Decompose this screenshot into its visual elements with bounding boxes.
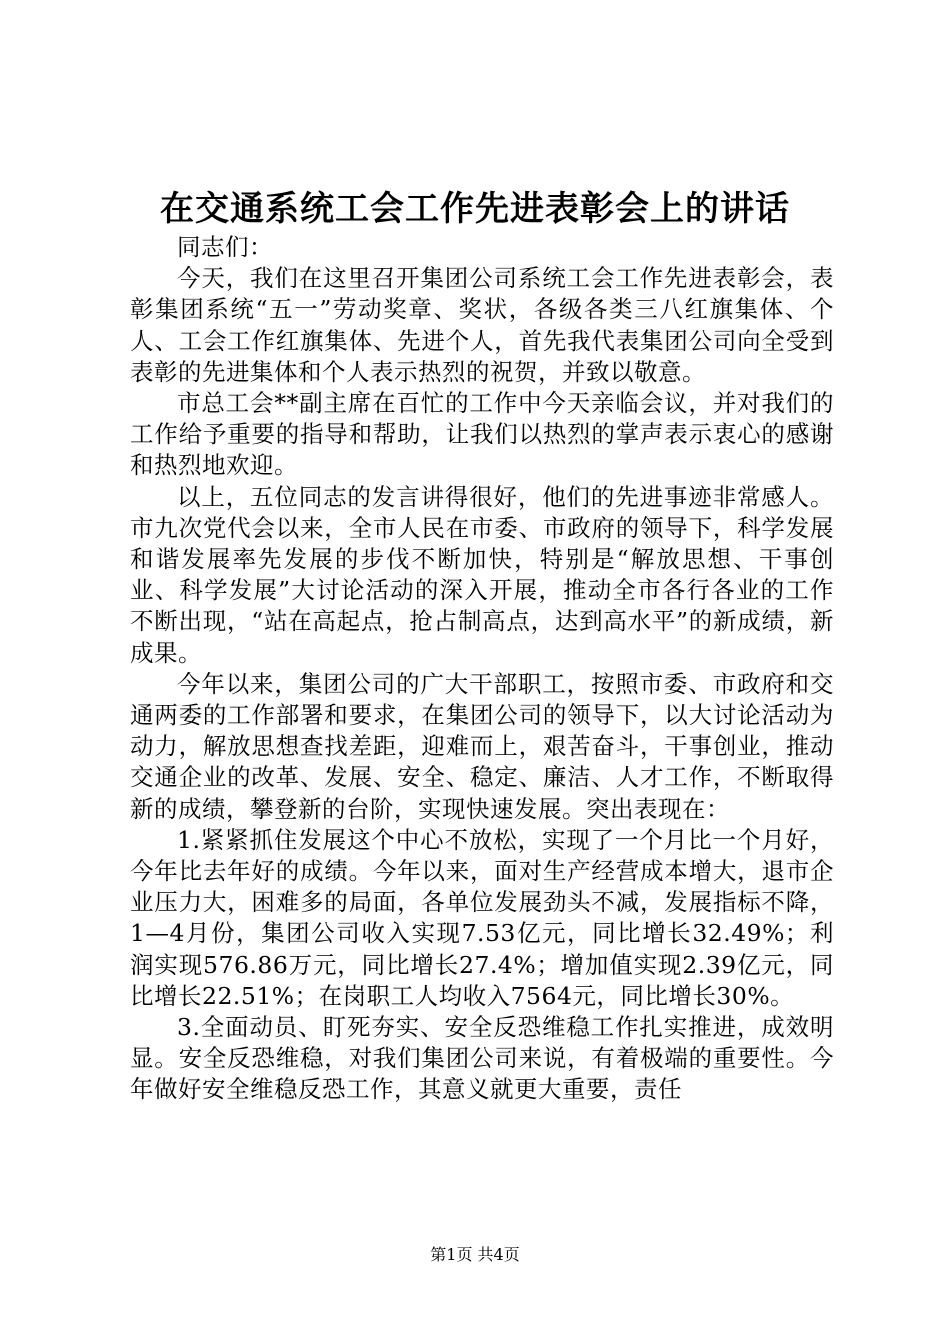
document-title: 在交通系统工会工作先进表彰会上的讲话 xyxy=(160,189,790,229)
paragraph: 以上，五位同志的发言讲得很好，他们的先进事迹非常感人。市九次党代会以来，全市人民在市委、市政府的领导下，科学发展和谐发展率先发展的步伐不断加快，特别是“解放思想、干事创业、科学发展”大讨论活动的深入开展，推动全市各行各业的工作不断出现，“站在高起点，抢占制高点，达到高水平”的新成绩，新成果。 xyxy=(130,482,834,667)
paragraph: 市总工会**副主席在百忙的工作中今天亲临会议，并对我们的工作给予重要的指导和帮助，让我们以热烈的掌声表示衷心的感谢和热烈地欢迎。 xyxy=(130,389,834,480)
paragraph: 1.紧紧抓住发展这个中心不放松，实现了一个月比一个月好，今年比去年好的成绩。今年以来，面对生产经营成本增大，退市企业压力大，困难多的局面，各单位发展劲头不减，发展指标不降，1—4月份，集团公司收入实现7.53亿元，同比增长32.49%；利润实现576.86万元，同比增长27.4%；增加值实现2.39亿元，同比增长22.51%；在岗职工人均收入7564元，同比增长30%。 xyxy=(130,825,834,1010)
paragraph: 3.全面动员、盯死夯实、安全反恐维稳工作扎实推进，成效明显。安全反恐维稳，对我们集团公司来说，有着极端的重要性。今年做好安全维稳反恐工作，其意义就更大重要，责任 xyxy=(130,1013,834,1104)
paragraph: 今年以来，集团公司的广大干部职工，按照市委、市政府和交通两委的工作部署和要求，在集团公司的领导下，以大讨论活动为动力，解放思想查找差距，迎难而上，艰苦奋斗，干事创业，推动交通企业的改革、发展、安全、稳定、廉洁、人才工作，不断取得新的成绩，攀登新的台阶，实现快速发展。突出表现在： xyxy=(130,669,834,823)
salutation: 同志们： xyxy=(177,233,273,261)
page-footer: 第1页 共4页 xyxy=(430,1245,520,1264)
paragraph: 今天，我们在这里召开集团公司系统工会工作先进表彰会，表彰集团系统“五一”劳动奖章、奖状，各级各类三八红旗集体、个人、工会工作红旗集体、先进个人，首先我代表集团公司向全受到表彰的先进集体和个人表示热烈的祝贺，并致以敬意。 xyxy=(130,264,834,386)
document-body xyxy=(130,232,834,1106)
